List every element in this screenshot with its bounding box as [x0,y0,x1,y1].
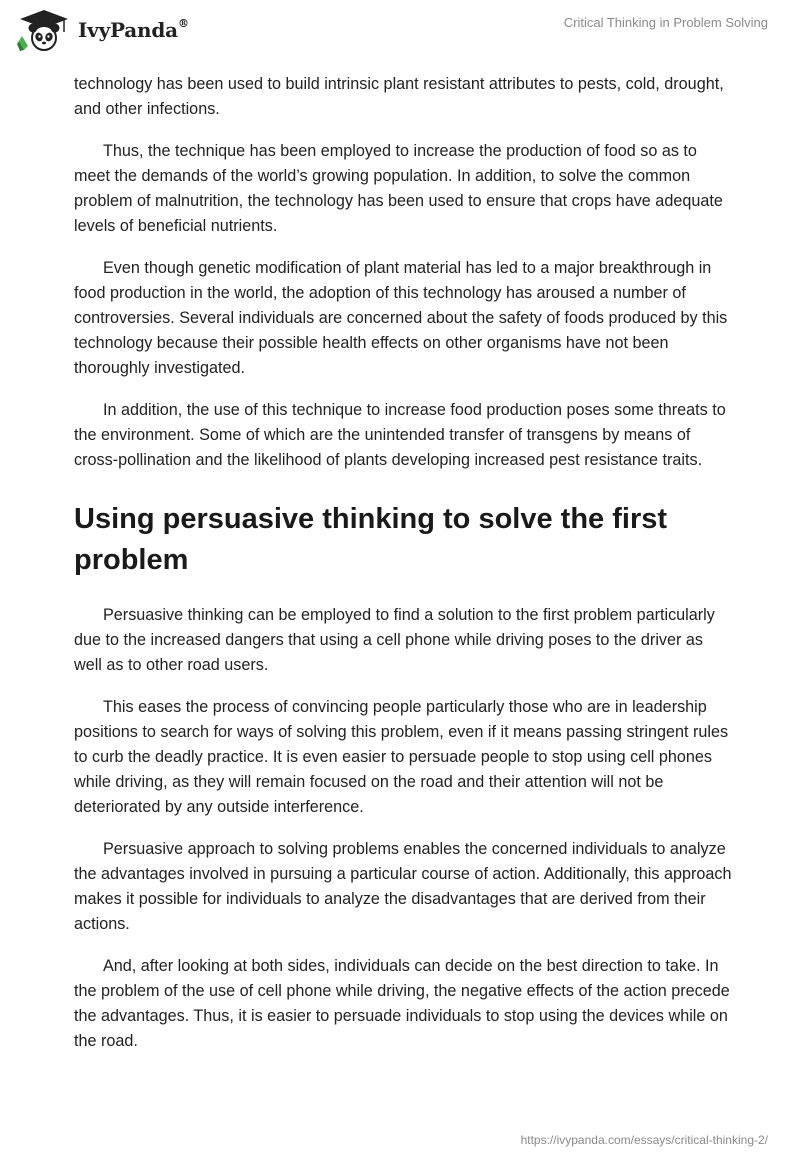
panda-graduate-icon [16,8,72,52]
page-header [0,0,800,70]
paragraph: This eases the process of convincing people particularly those who are in leadership positions to search for ways of solving this problem, even if it means passing stringent rules to curb the deadly practice. It is even easier to persuade people to stop using cell phones while driving, as they will remain focused on the road and their attention will not be deteriorated by any outside interference. [74,698,729,816]
source-url[interactable]: https://ivypanda.com/essays/critical-thinking-2/ [520,1133,768,1147]
essay-content [74,72,734,1071]
paragraph: Thus, the technique has been employed to increase the production of food so as to meet the demands of the world’s growing population. In addition, to solve the common problem of malnutrition, the technology has been used to ensure that crops have adequate levels of beneficial nutrients. [74,142,723,235]
paragraph: Persuasive approach to solving problems enables the concerned individuals to analyze the advantages involved in pursuing a particular course of action. Additionally, this approach makes it possible for individuals to analyze the disadvantages that are derived from their actions. [74,840,732,933]
brand-name [78,18,189,42]
paragraph: Persuasive thinking can be employed to find a solution to the first problem particularly due to the increased dangers that using a cell phone while driving poses to the driver as well as to other road users. [74,606,715,674]
paragraph: technology has been used to build intrinsic plant resistant attributes to pests, cold, drought, and other infections. [74,75,724,118]
paragraph: In addition, the use of this technique to increase food production poses some threats to the environment. Some of which are the unintended transfer of transgens by means of cross-pollination and the likelihood of plants developing increased pest resistance traits. [74,401,726,469]
document-title: Critical Thinking in Problem Solving [563,15,768,30]
paragraph: Even though genetic modification of plant material has led to a major breakthrough in food production in the world, the adoption of this technology has aroused a number of controversies. Several individuals are concerned about the safety of foods produced by this technology because their possible health effects on other organisms have not been thoroughly investigated. [74,259,728,377]
section-heading: Using persuasive thinking to solve the first problem [74,503,668,576]
brand-logo[interactable] [16,8,189,52]
paragraph: And, after looking at both sides, individuals can decide on the best direction to take. In the problem of the use of cell phone while driving, the negative effects of the action precede the advantages. Thus, it is easier to persuade individuals to stop using the devices while on the road. [74,957,730,1050]
brand-name-text: IvyPanda [78,18,178,42]
registered-mark: ® [177,17,189,31]
